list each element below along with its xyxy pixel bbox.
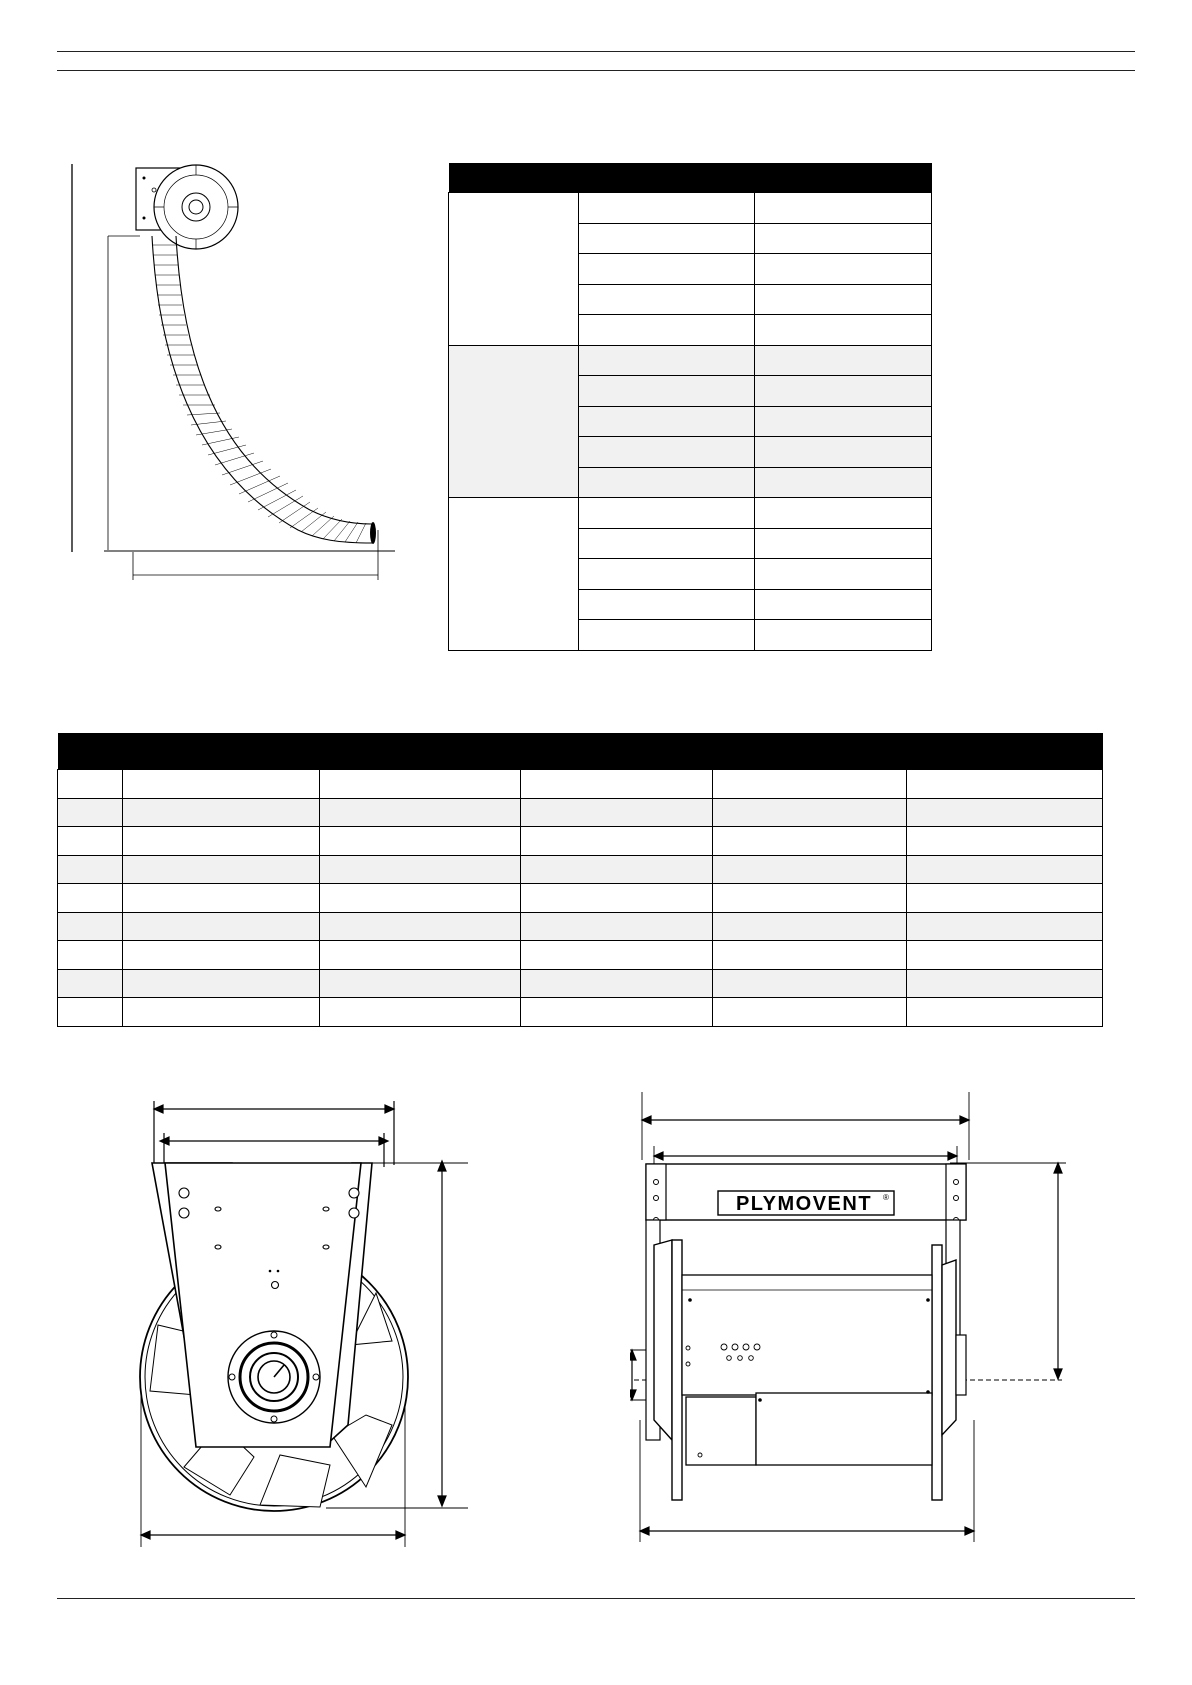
spec-row — [449, 345, 932, 376]
dims-table-header — [58, 733, 1103, 770]
dims-row — [58, 798, 1103, 827]
spec-group-cell — [449, 345, 579, 498]
hose-reel-side-view-drawing — [630, 1090, 1070, 1545]
header-rule-bottom — [57, 70, 1135, 71]
dims-row — [58, 941, 1103, 970]
footer-rule — [57, 1598, 1135, 1599]
logo-registered-mark: ® — [883, 1193, 889, 1202]
dims-row — [58, 912, 1103, 941]
logo-brand-text: PLYMOVENT — [735, 1193, 873, 1215]
hose-reel-front-drawing — [130, 1095, 480, 1550]
spec-group-cell — [449, 498, 579, 651]
spec-row — [449, 498, 932, 529]
dims-row — [58, 770, 1103, 799]
header-rule-top — [57, 51, 1135, 52]
hose-reel-side-drawing — [60, 150, 410, 590]
spec-row — [449, 193, 932, 224]
dims-row — [58, 827, 1103, 856]
spec-group-cell — [449, 193, 579, 346]
dims-row — [58, 998, 1103, 1027]
dims-row — [58, 855, 1103, 884]
spec-table-header — [449, 163, 932, 193]
dimensions-table — [57, 733, 1103, 1027]
dims-row — [58, 969, 1103, 998]
specification-table — [448, 163, 932, 651]
dims-row — [58, 884, 1103, 913]
